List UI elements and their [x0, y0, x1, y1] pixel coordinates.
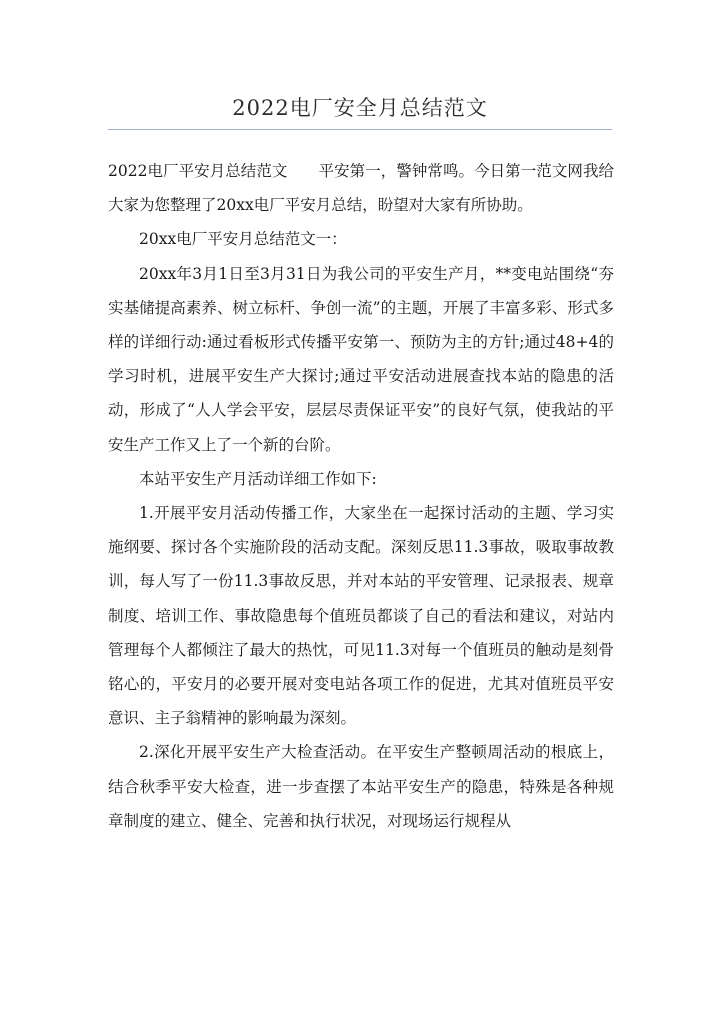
list-item-paragraph: 2.深化开展平安生产大检查活动。在平安生产整顿周活动的根底上，结合秋季平安大检查，进一步查摆了本站平安生产的隐患，特殊是各种规章制度的建立、健全、完善和执行状况，对现场运行规程从: [108, 743, 614, 830]
body-paragraph: 20xx年3月1日至3月31日为我公司的平安生产月，**变电站围绕“夯实基储提高素养、树立标杆、争创一流”的主题，开展了丰富多彩、形式多样的详细行动:通过看板形式传播平安第一、预防为主的方针;通过48+4的学习时机，进展平安生产大探讨;通过平安活动进展查找本站的隐患的活动，形成了“人人学会平安，层层尽责保证平安”的良好气氛，使我站的平安生产工作又上了一个新的台阶。: [108, 264, 614, 454]
title-divider: [108, 129, 612, 130]
section-heading: 20xx电厂平安月总结范文一：: [139, 230, 347, 249]
document-body: [108, 154, 614, 838]
intro-paragraph: 2022电厂平安月总结范文 平安第一，警钟常鸣。今日第一范文网我给大家为您整理了20xx电厂平安月总结，盼望对大家有所协助。: [108, 162, 614, 215]
document-title: 2022电厂安全月总结范文: [232, 96, 488, 120]
list-item-paragraph: 1.开展平安月活动传播工作，大家坐在一起探讨活动的主题、学习实施纲要、探讨各个实施阶段的活动支配。深刻反思11.3事故，吸取事故教训，每人写了一份11.3事故反思，并对本站的平安管理、记录报表、规章制度、培训工作、事故隐患每个值班员都谈了自己的看法和建议，对站内管理每个人都倾注了最大的热忱，可见11.3对每一个值班员的触动是刻骨铭心的，平安月的必要开展对变电站各项工作的促进，尤其对值班员平安意识、主子翁精神的影响最为深刻。: [108, 504, 614, 728]
list-intro-paragraph: 本站平安生产月活动详细工作如下:: [139, 469, 377, 488]
